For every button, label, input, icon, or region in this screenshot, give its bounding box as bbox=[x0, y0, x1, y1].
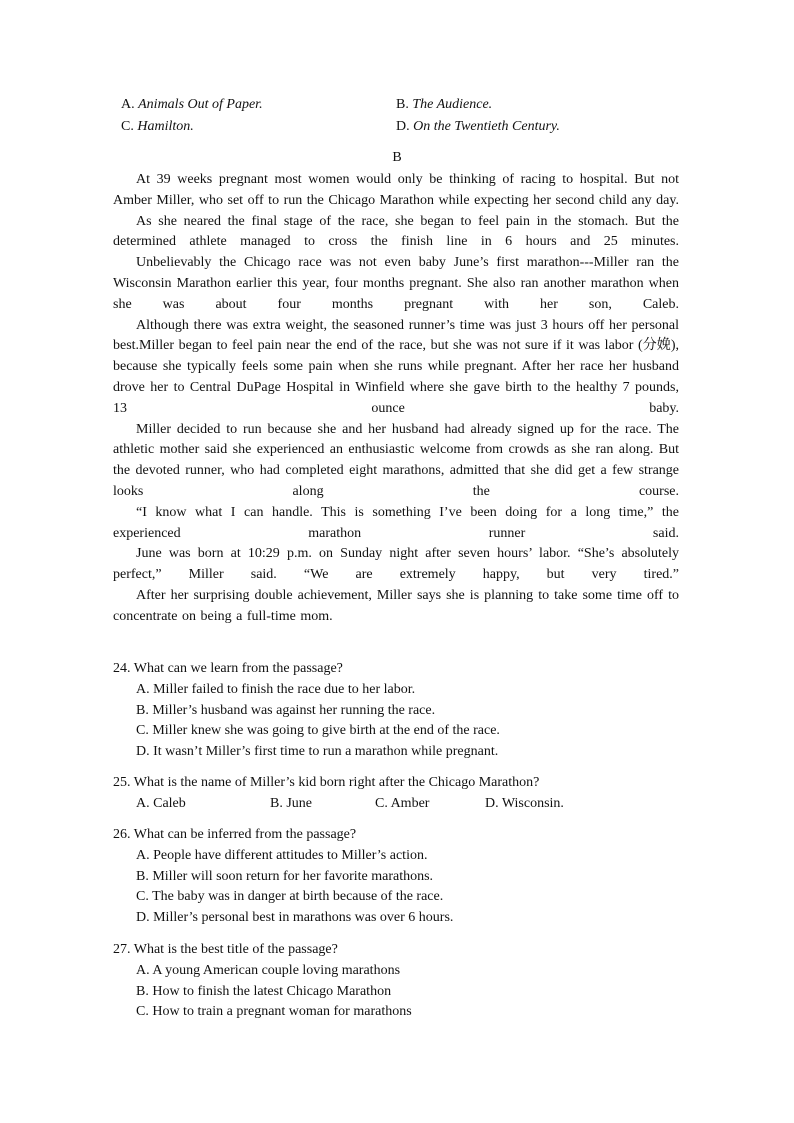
passage-paragraph-8: After her surprising double achievement, Miller says she is planning to take some time off to concentrate on being a full-time mom. bbox=[113, 587, 679, 624]
answer-option-b: B. Miller will soon return for her favorite marathons. bbox=[136, 868, 434, 884]
option-a-text: Animals Out of Paper. bbox=[138, 97, 263, 112]
answer-option-d: D. Miller’s personal best in marathons was over 6 hours. bbox=[136, 910, 454, 926]
passage-paragraph-7: June was born at 10:29 p.m. on Sunday night after seven hours’ labor. “She’s absolutely perfect,” Miller said. “We are extremely happy, but very tired.” bbox=[113, 546, 679, 583]
answer-option-c: C. Miller knew she was going to give birth at the end of the race. bbox=[136, 723, 500, 739]
option-a bbox=[121, 97, 263, 113]
question-24 bbox=[113, 659, 683, 763]
option-d-text: On the Twentieth Century. bbox=[413, 119, 560, 134]
question-stem: 27. What is the best title of the passage? bbox=[113, 942, 338, 957]
question-26 bbox=[113, 825, 683, 929]
question-25 bbox=[113, 773, 683, 815]
question-27 bbox=[113, 940, 683, 1023]
prev-options-row-1 bbox=[121, 97, 681, 117]
answer-option-b: B. Miller’s husband was against her running the race. bbox=[136, 702, 436, 718]
answer-option-c: C. Amber bbox=[375, 795, 430, 811]
option-c-text: Hamilton. bbox=[137, 119, 194, 134]
section-heading: B bbox=[392, 150, 402, 165]
option-c-letter: C. bbox=[121, 119, 134, 134]
answer-option-d: D. Wisconsin. bbox=[485, 795, 564, 811]
answer-option-a: A. Caleb bbox=[136, 795, 186, 811]
passage-paragraph-5: Miller decided to run because she and her husband had already signed up for the race. The athletic mother said she experienced an enthusiastic welcome from crowds as she ran along. But the devoted runner, who had completed eight marathons, admitted that she did get a few strange looks along the course. bbox=[113, 421, 679, 499]
option-b bbox=[396, 97, 492, 113]
answer-option-d: D. It wasn’t Miller’s first time to run a marathon while pregnant. bbox=[136, 744, 499, 760]
passage-paragraph-4: Although there was extra weight, the seasoned runner’s time was just 3 hours off her personal best.Miller began to feel pain near the end of the race, but she was not sure if it was labor (分娩), because she typically feels some pain when she runs while pregnant. After her race her husband drove her to Central DuPage Hospital in Winfield where she gave birth to the healthy 7 pounds, 13 ounce baby. bbox=[113, 317, 679, 416]
answer-option-b: B. June bbox=[270, 795, 312, 811]
option-a-letter: A. bbox=[121, 97, 135, 112]
reading-passage bbox=[113, 170, 679, 628]
answer-option-a: A. People have different attitudes to Miller’s action. bbox=[136, 847, 428, 863]
passage-paragraph-2: As she neared the final stage of the race, she began to feel pain in the stomach. But the determined athlete managed to cross the finish line in 6 hours and 25 minutes. bbox=[113, 213, 679, 250]
option-b-text: The Audience. bbox=[412, 97, 493, 112]
answer-option-b: B. How to finish the latest Chicago Marathon bbox=[136, 983, 392, 999]
question-stem: 26. What can be inferred from the passage? bbox=[113, 827, 357, 842]
answer-option-c: C. How to train a pregnant woman for marathons bbox=[136, 1004, 412, 1020]
passage-paragraph-3: Unbelievably the Chicago race was not even baby June’s first marathon---Miller ran the Wisconsin Marathon earlier this year, four months pregnant. She also ran another marathon when she was about four months pregnant with her son, Caleb. bbox=[113, 255, 679, 312]
answer-option-a: A. Miller failed to finish the race due to her labor. bbox=[136, 681, 416, 697]
answer-option-a: A. A young American couple loving marathons bbox=[136, 962, 401, 978]
prev-options-row-2 bbox=[121, 119, 681, 139]
question-stem: 24. What can we learn from the passage? bbox=[113, 661, 343, 676]
question-stem: 25. What is the name of Miller’s kid born right after the Chicago Marathon? bbox=[113, 775, 540, 790]
option-b-letter: B. bbox=[396, 97, 409, 112]
answer-option-c: C. The baby was in danger at birth because of the race. bbox=[136, 889, 444, 905]
option-d-letter: D. bbox=[396, 119, 410, 134]
option-d bbox=[396, 119, 560, 135]
option-c bbox=[121, 119, 194, 135]
passage-paragraph-6: “I know what I can handle. This is something I’ve been doing for a long time,” the experienced marathon runner said. bbox=[113, 504, 679, 541]
answer-options-row bbox=[136, 794, 683, 815]
passage-paragraph-1: At 39 weeks pregnant most women would only be thinking of racing to hospital. But not Amber Miller, who set off to run the Chicago Marathon while expecting her second child any day. bbox=[113, 172, 679, 208]
